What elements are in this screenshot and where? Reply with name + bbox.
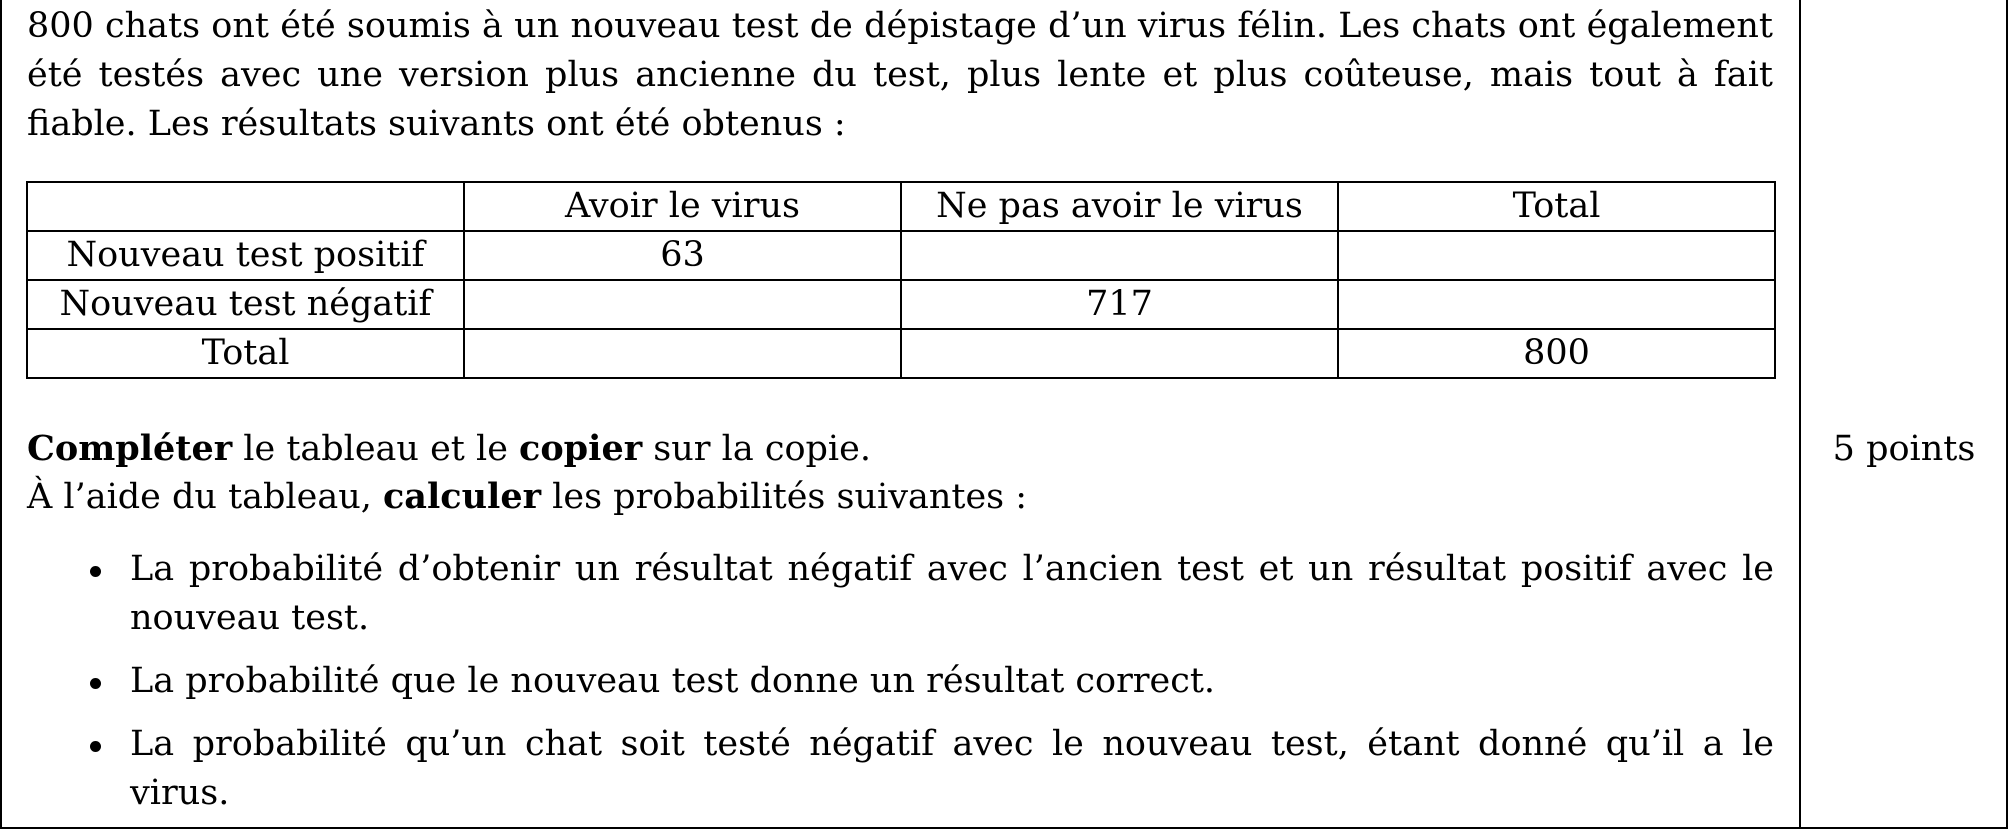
intro-paragraph: [27, 2, 1773, 149]
instruction-text: les probabilités suivantes :: [541, 477, 1028, 517]
instruction-line-2: [27, 473, 1027, 521]
table-cell: [464, 329, 901, 378]
question-list: [90, 545, 1774, 832]
instruction-text: sur la copie.: [642, 429, 871, 469]
points-label: 5 points: [1832, 429, 1976, 469]
instruction-verb: copier: [519, 428, 643, 469]
table-cell: 717: [901, 280, 1338, 329]
table-row: [27, 280, 1775, 329]
instruction-verb: Compléter: [27, 428, 233, 469]
table-cell: 800: [1338, 329, 1775, 378]
table-cell: Total: [27, 329, 464, 378]
table-header-cell: Ne pas avoir le virus: [901, 182, 1338, 231]
question-text: La probabilité d’obtenir un résultat négatif avec l’ancien test et un résultat positif avec le nouveau test.: [130, 549, 1774, 638]
bullet-icon: [90, 741, 101, 752]
table-row: [27, 329, 1775, 378]
intro-line-1: 800 chats ont été soumis à un nouveau test de dépistage d’un virus félin. Les chats ont également: [27, 6, 1773, 46]
contingency-table: [26, 181, 1776, 379]
intro-line-3: fiable. Les résultats suivants ont été obtenus :: [27, 104, 846, 144]
table-cell: 63: [464, 231, 901, 280]
question-text: La probabilité qu’un chat soit testé négatif avec le nouveau test, étant donné qu’il a le virus.: [130, 724, 1774, 813]
table-cell: [901, 231, 1338, 280]
table-header-row: [27, 182, 1775, 231]
table-cell: Nouveau test positif: [27, 231, 464, 280]
table-header-cell: [27, 182, 464, 231]
question-text: La probabilité que le nouveau test donne un résultat correct.: [130, 661, 1216, 701]
instruction-line-1: [27, 425, 1027, 473]
list-item: [90, 657, 1774, 706]
table-cell: [1338, 280, 1775, 329]
table-header-cell: Total: [1338, 182, 1775, 231]
table-cell: Nouveau test négatif: [27, 280, 464, 329]
bullet-icon: [90, 566, 101, 577]
frame-left-border: [0, 0, 2, 829]
table-cell: [464, 280, 901, 329]
table-cell: [901, 329, 1338, 378]
bullet-icon: [90, 678, 101, 689]
instruction-verb: calculer: [383, 476, 542, 517]
instruction-text: le tableau et le: [232, 429, 520, 469]
list-item: [90, 545, 1774, 643]
table-header-cell: Avoir le virus: [464, 182, 901, 231]
intro-line-2: été testés avec une version plus ancienne du test, plus lente et plus coûteuse, mais tout à fait: [27, 55, 1773, 95]
table-row: [27, 231, 1775, 280]
instructions: [27, 425, 1027, 521]
instruction-text: À l’aide du tableau,: [27, 477, 383, 517]
list-item: [90, 720, 1774, 818]
table-cell: [1338, 231, 1775, 280]
column-divider: [1799, 0, 1801, 829]
